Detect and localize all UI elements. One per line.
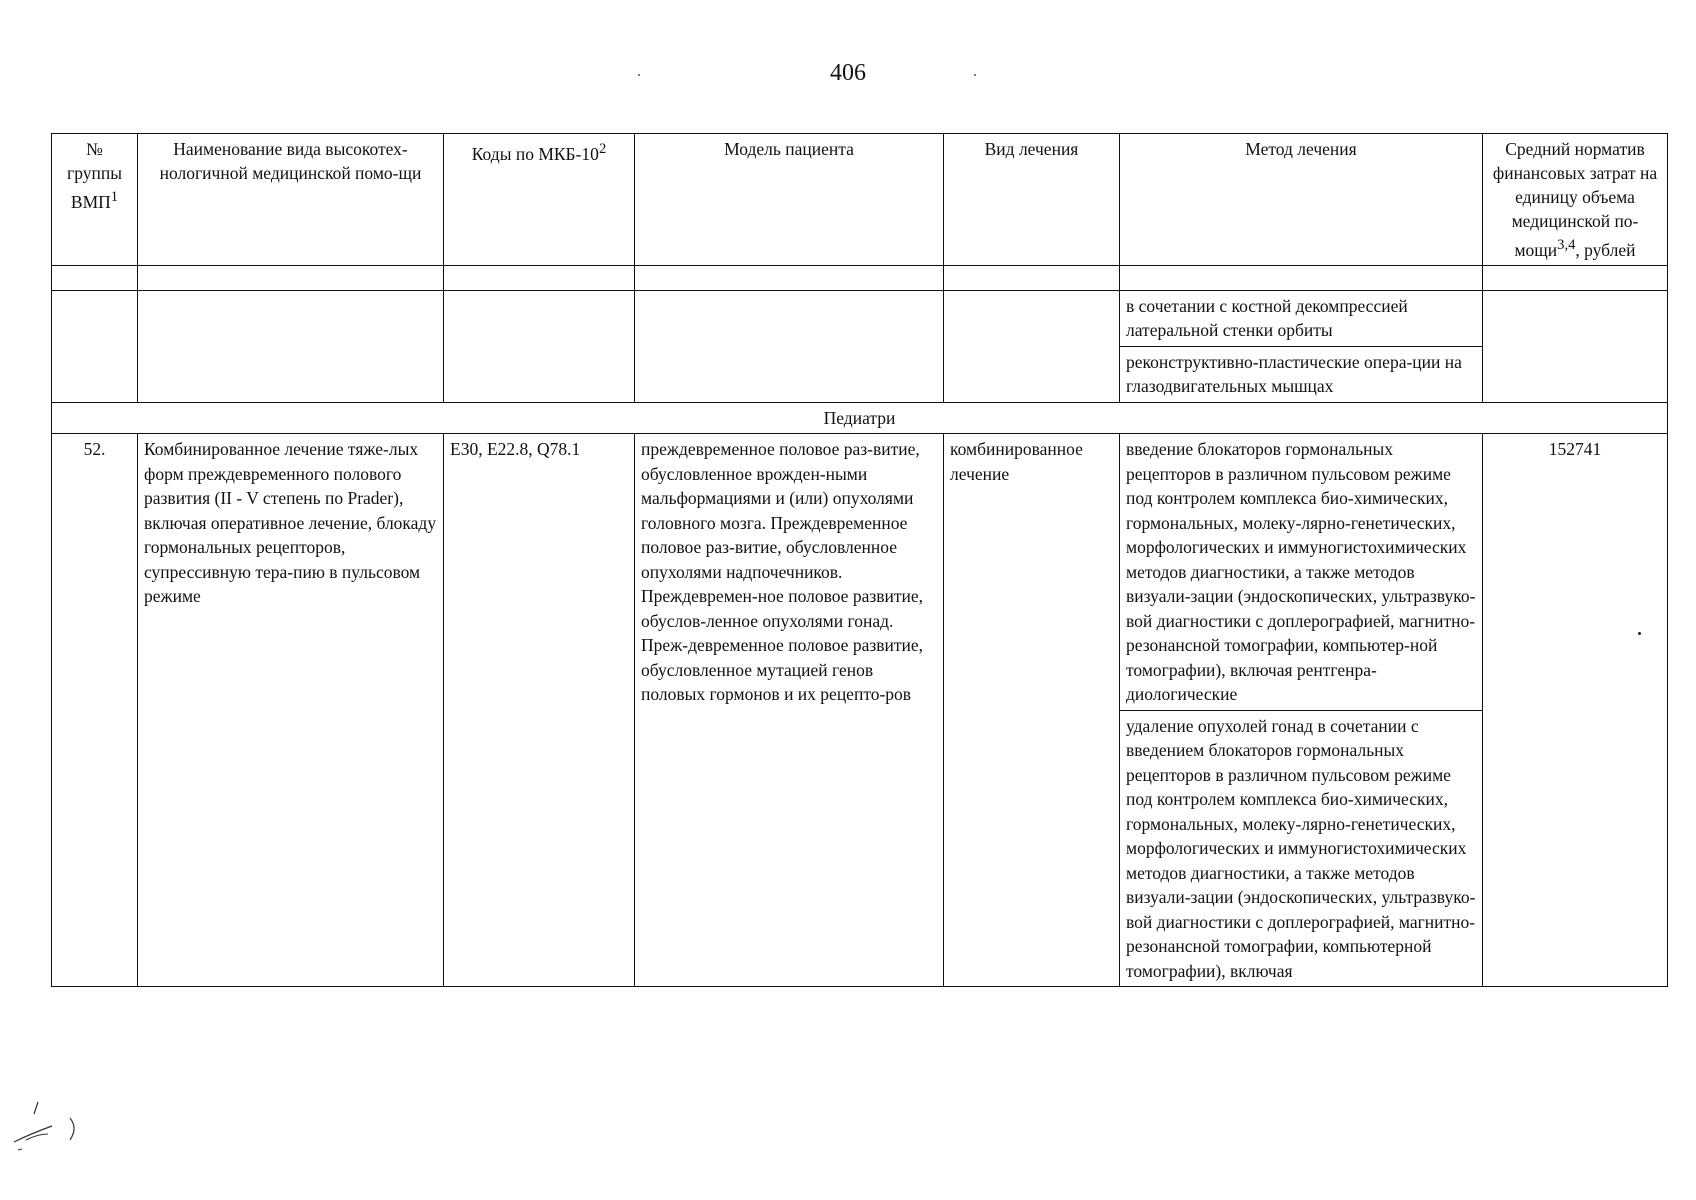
header-treatment-type: Вид лечения [944,134,1120,266]
scan-speck [974,74,976,76]
header-care-type-name: Наименование вида высокотех-нологичной медицинской помо-щи [138,134,444,266]
section-row [52,402,1668,434]
continuation-methods [1120,290,1483,402]
header-row [52,134,1668,266]
treatment-method-2: удаление опухолей гонад в сочетании с введением блокаторов гормональных рецепторов в различном пульсовом режиме под контролем комплекса био-химических, гормональных, молеку-лярно-генетических, морфологических и иммуногистохимических методов диагностики, а также методов визуали-зации (эндоскопических, ультразвуко-вой диагностики с доплерографией, магнитно-резонансной томографии, компьютерной томографии), включая [1120,710,1482,987]
treatment-type: комбинированное лечение [944,434,1120,987]
header-icd-codes: Коды по МКБ-$10^2$ [444,134,635,266]
header-patient-model: Модель пациента [635,134,944,266]
continuation-method-1: в сочетании с костной декомпрессией латеральной стенки орбиты [1126,295,1408,341]
section-title: Педиатри [52,402,1668,434]
patient-model: преждевременное половое раз-витие, обусловленное врожден-ными мальформациями и (или) опухолями головного мозга. Преждевременное половое раз-витие, обусловленное опухолями надпочечников. Преждевремен-ное половое развитие, обуслов-ленное опухолями гонад. Преж-девременное половое развитие, обусловленное мутацией генов половых гормонов и их рецепто-ров [635,434,944,987]
continuation-row [52,290,1668,402]
treatment-methods [1120,434,1483,987]
header-group-number: № группы ВМП$^1$ [52,134,138,266]
average-cost: 152741 [1483,434,1668,987]
page-number: 406 [830,60,866,86]
icd-codes: E30, E22.8, Q78.1 [444,434,635,987]
vmp-table [51,133,1668,987]
header-average-cost: Средний норматив финансовых затрат на единицу объема медицинской по-мощи$^{3,4}$, рублей [1483,134,1668,266]
scan-speck [638,74,640,76]
spacer-row [52,265,1668,290]
care-type-name: Комбинированное лечение тяже-лых форм преждевременного полового развития (II - V степень по Prader), включая оперативное лечение, блокаду гормональных рецепторов, супрессивную тера-пию в пульсовом режиме [138,434,444,987]
handwritten-mark-icon [8,1098,88,1158]
header-treatment-method: Метод лечения [1120,134,1483,266]
continuation-method-2: реконструктивно-пластические опера-ции на глазодвигательных мышцах [1120,346,1482,402]
table-row [52,434,1668,987]
group-number: 52. [52,434,138,987]
treatment-method-1: введение блокаторов гормональных рецепторов в различном пульсовом режиме под контролем комплекса био-химических, гормональных, молеку-лярно-генетических, морфологических и иммуногистохимических методов диагностики, а также методов визуали-зации (эндоскопических, ультразвуко-вой диагностики с доплерографией, магнитно-резонансной томографии, компьютер-ной томографии), включая рентгенра-диологические [1126,439,1476,705]
